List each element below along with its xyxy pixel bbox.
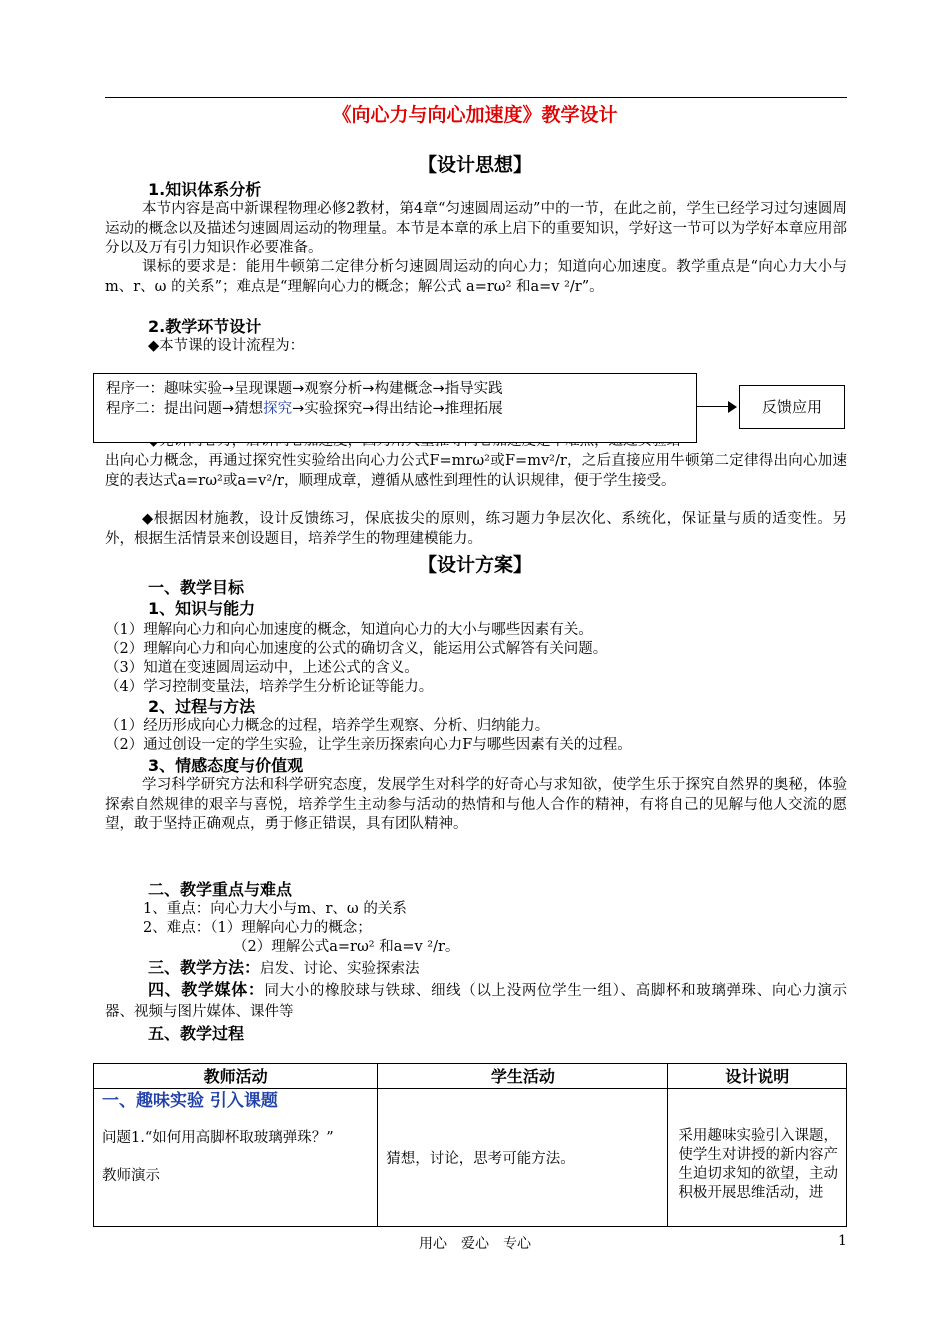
goal-process-2: （2）通过创设一定的学生实验，让学生亲历探索向心力F与哪些因素有关的过程。 [105, 737, 632, 753]
difficult-point-1: 2、难点：（1）理解向心力的概念； [143, 920, 372, 936]
teacher-demo: 教师演示 [102, 1168, 160, 1184]
teaching-media-value: 同大小的橡胶球与铁球、细线（以上没两位学生一组）、高脚杯和玻璃弹珠、向心力演示器、视频与图片媒体、课件等 [105, 983, 847, 1020]
process-table [93, 1063, 847, 1227]
header-teacher: 教师活动 [94, 1064, 378, 1089]
cell-design: 采用趣味实验引入课题，使学生对讲授的新内容产生迫切求知的欲望，主动积极开展思维活动，进 [668, 1089, 847, 1227]
header-design: 设计说明 [668, 1064, 847, 1089]
goal-knowledge-2: （2）理解向心力和向心加速度的公式的确切含义，能运用公式解答有关问题。 [105, 641, 608, 657]
paragraph-order: 出向心力概念，再通过探究性实验给出向心力公式F=mrω²或F=mv²/r，之后直接应用牛顿第二定律得出向心加速度的表达式a=rω²或a=v²/r，顺理成章，遵循从感性到理性的认识规律，便于学生接受。 [105, 453, 847, 489]
flow-box [93, 373, 697, 443]
paragraph-knowledge: 本节内容是高中新课程物理必修2教材，第4章“匀速圆周运动”中的一节，在此之前，学生已经学习过匀速圆周运动的概念以及描述匀速圆周运动的物理量。本节是本章的承上启下的重要知识，学好这一节可以为学好本章应用部分以及万有引力知识作必要准备。 [105, 201, 847, 256]
heading-process-method: 2、过程与方法 [148, 697, 256, 716]
goal-knowledge-4: （4）学习控制变量法，培养学生分析论证等能力。 [105, 679, 434, 695]
heading-key-difficult: 二、教学重点与难点 [148, 880, 293, 899]
key-point: 1、重点：向心力大小与m、r、ω 的关系 [143, 901, 407, 917]
document-title: 《向心力与向心加速度》教学设计 [332, 104, 618, 126]
header-rule [105, 97, 847, 98]
teaching-media-label: 四、教学媒体： [148, 980, 265, 999]
page-footer: 用心 爱心 专心 [419, 1236, 531, 1252]
cell-student: 猜想，讨论，思考可能方法。 [378, 1089, 668, 1227]
goal-knowledge-1: （1）理解向心力和向心加速度的概念，知道向心力的大小与哪些因素有关。 [105, 622, 593, 638]
section-title-design-idea: 【设计思想】 [417, 154, 532, 176]
header-student: 学生活动 [378, 1064, 668, 1089]
table-row [94, 1089, 847, 1227]
table-header-row [94, 1064, 847, 1089]
teacher-question: 问题1.“如何用高脚杯取玻璃弹珠？” [102, 1130, 334, 1146]
teaching-method-value: 启发、讨论、实验探索法 [260, 961, 420, 977]
paragraph-curriculum: 课标的要求是：能用牛顿第二定律分析匀速圆周运动的向心力；知道向心加速度。教学重点是“向心力大小与m、r、ω 的关系”；难点是“理解向心力的概念；解公式 a=rω² 和a=v ²/r”。 [105, 259, 847, 295]
section-title-design-plan: 【设计方案】 [417, 554, 532, 576]
flow-arrow-head-icon [728, 401, 737, 413]
heading-knowledge-analysis: 1.知识体系分析 [148, 180, 262, 199]
page-number: 1 [838, 1233, 847, 1249]
flow-link-explore: 探究 [263, 401, 293, 417]
flow-program-two: 程序二：提出问题→猜想探究→实验探究→得出结论→推理拓展 [106, 401, 503, 417]
heading-emotion-values: 3、情感态度与价值观 [148, 756, 304, 775]
flow-intro: ◆本节课的设计流程为： [148, 338, 305, 354]
heading-teaching-goals: 一、教学目标 [148, 578, 245, 597]
teaching-media [105, 980, 847, 1023]
goal-process-1: （1）经历形成向心力概念的过程，培养学生观察、分析、归纳能力。 [105, 718, 550, 734]
feedback-box: 反馈应用 [739, 385, 845, 429]
flow-program-one: 程序一：趣味实验→呈现课题→观察分析→构建概念→指导实践 [106, 381, 503, 397]
heading-teaching-steps: 2.教学环节设计 [148, 317, 262, 336]
paragraph-feedback: ◆根据因材施教，设计反馈练习，保底拔尖的原则，练习题力争层次化、系统化，保证量与质的适变性。另外，根据生活情景来创设题目，培养学生的物理建模能力。 [105, 511, 847, 547]
difficult-point-2: （2）理解公式a=rω² 和a=v ²/r。 [233, 939, 460, 955]
heading-knowledge-ability: 1、知识与能力 [148, 599, 256, 618]
teaching-method-label: 三、教学方法： [148, 958, 261, 977]
goal-knowledge-3: （3）知道在变速圆周运动中，上述公式的含义。 [105, 660, 419, 676]
flow-arrow-line [697, 406, 731, 407]
teaching-method [148, 958, 420, 980]
cell-teacher [94, 1089, 378, 1227]
paragraph-emotion: 学习科学研究方法和科学研究态度，发展学生对科学的好奇心与求知欲，使学生乐于探究自然界的奥秘，体验探索自然规律的艰辛与喜悦，培养学生主动参与活动的热情和与他人合作的精神，有将自己的见解与他人交流的愿望，敢于坚持正确观点，勇于修正错误，具有团队精神。 [105, 777, 847, 832]
heading-teaching-process: 五、教学过程 [148, 1024, 245, 1043]
process-section-title: 一、趣味实验 引入课题 [102, 1091, 278, 1111]
